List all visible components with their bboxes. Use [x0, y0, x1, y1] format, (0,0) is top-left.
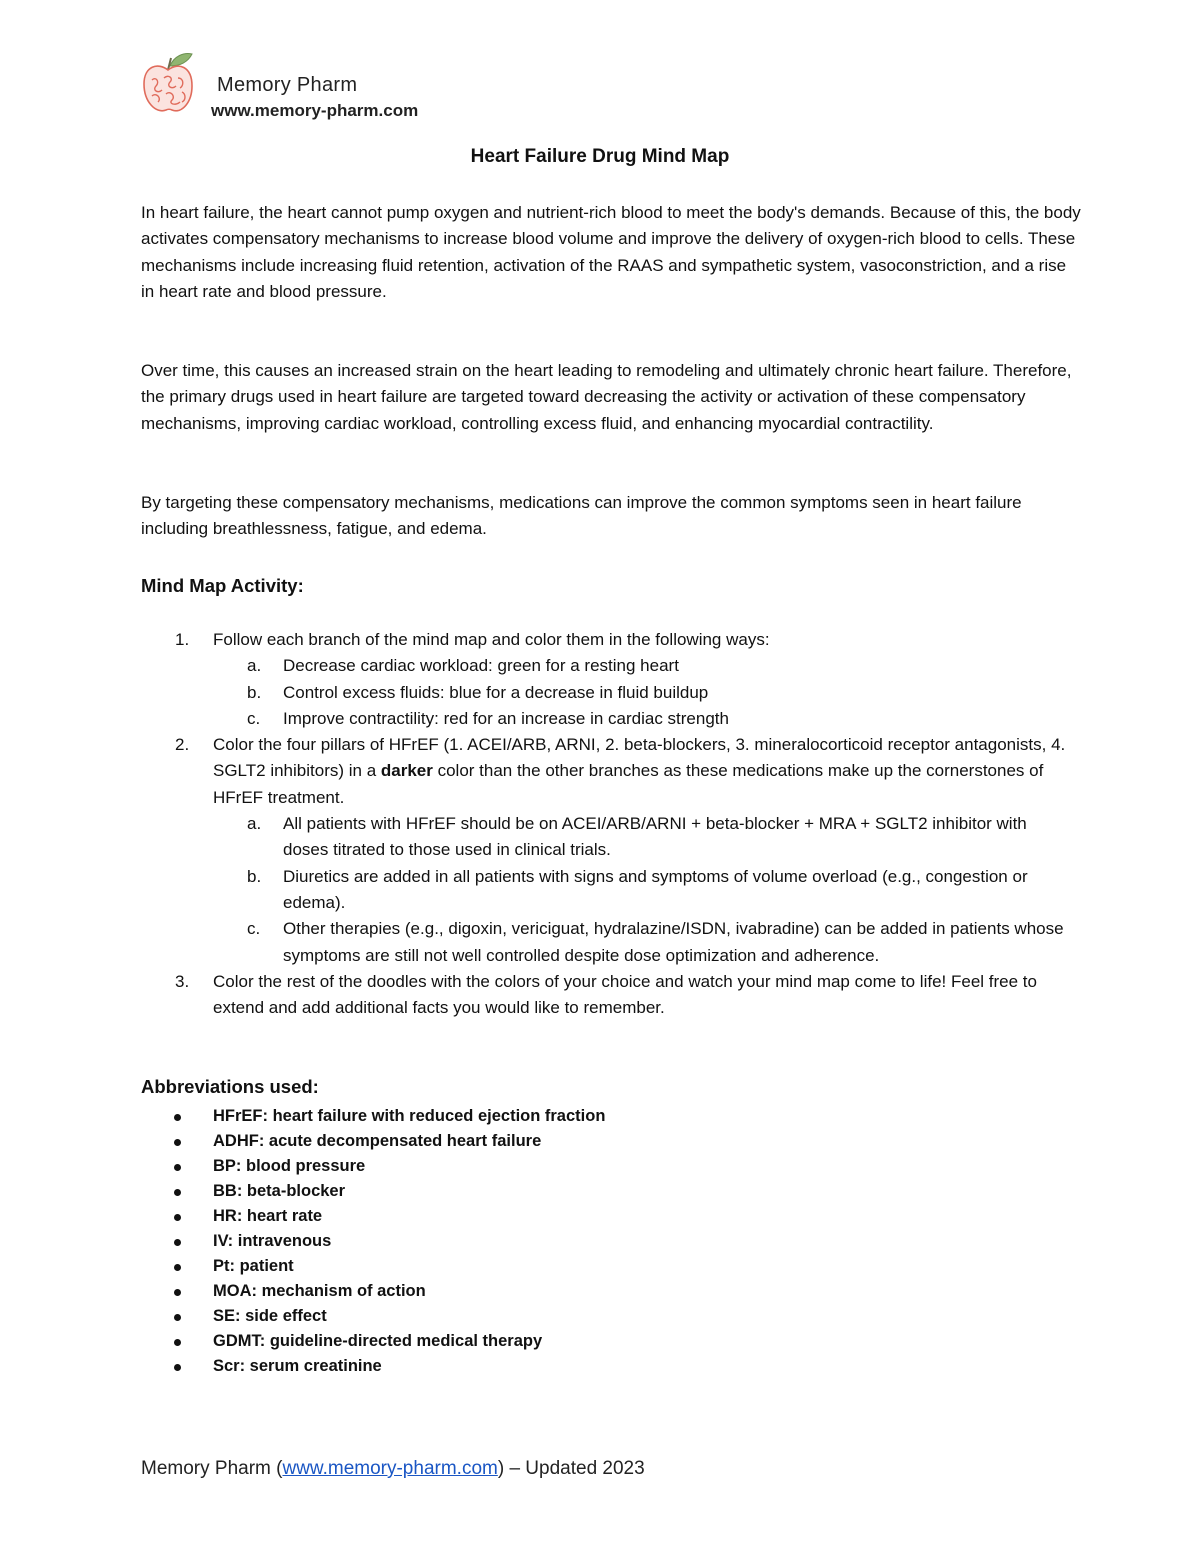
subitem-text: Decrease cardiac workload: green for a resting heart: [283, 656, 679, 676]
subitem-text: Improve contractility: red for an increase in cardiac strength: [283, 708, 729, 728]
intro-paragraph-3: By targeting these compensatory mechanisms, medications can improve the common symptoms seen in heart failure including breathlessness, fatigue, and edema.: [141, 493, 1022, 539]
abbreviation-text: ADHF: acute decompensated heart failure: [213, 1132, 542, 1150]
bullet-icon: [174, 1214, 181, 1221]
activity-subitem: [141, 916, 1071, 969]
activity-subitem: [141, 864, 1071, 917]
list-letter: a.: [247, 656, 262, 676]
list-letter: c.: [247, 919, 261, 939]
activity-item-2: [141, 732, 1071, 811]
abbreviation-text: Scr: serum creatinine: [213, 1357, 382, 1375]
abbreviation-text: HFrEF: heart failure with reduced ejection fraction: [213, 1107, 606, 1125]
activity-sublist: [141, 653, 1071, 732]
emphasis-text: darker: [380, 761, 433, 781]
abbreviation-text: IV: intravenous: [213, 1232, 332, 1250]
activity-item-1: [141, 627, 1071, 653]
brand-url[interactable]: www.memory-pharm.com: [211, 101, 419, 120]
activity-item-text: Color the rest of the doodles with the colors of your choice and watch your mind map come to life! Feel free to extend and add additional facts you would like to remember.: [213, 971, 1037, 1018]
subitem-text: Other therapies (e.g., digoxin, vericiguat, hydralazine/ISDN, ivabradine) can be added in patients whose symptoms are still not well controlled despite dose optimization and adherence.: [283, 919, 1064, 965]
list-item: [141, 1304, 605, 1329]
abbreviations-heading: Abbreviations used:: [141, 1076, 319, 1097]
bullet-icon: [174, 1264, 181, 1271]
bullet-icon: [174, 1164, 181, 1171]
list-item: [141, 1254, 605, 1279]
bullet-icon: [174, 1139, 181, 1146]
activity-item-text: Follow each branch of the mind map and color them in the following ways:: [213, 630, 770, 649]
list-item: [141, 1329, 605, 1354]
subitem-text: Control excess fluids: blue for a decrease in fluid buildup: [283, 682, 709, 702]
footer-suffix: ) – Updated 2023: [497, 1458, 645, 1479]
list-number: 2.: [175, 735, 190, 755]
subitem-text: All patients with HFrEF should be on ACEI/ARB/ARNI + beta-blocker + MRA + SGLT2 inhibitor with doses titrated to those used in clinical trials.: [283, 814, 1027, 860]
abbreviation-text: GDMT: guideline-directed medical therapy: [213, 1332, 543, 1350]
brand-name: Memory Pharm: [217, 74, 358, 96]
list-letter: a.: [247, 814, 262, 834]
activity-subitem: [141, 706, 1071, 732]
footer-link[interactable]: www.memory-pharm.com: [282, 1458, 498, 1479]
list-item: [141, 1354, 605, 1379]
abbreviation-text: BP: blood pressure: [213, 1157, 366, 1175]
activity-item-text: Color the four pillars of HFrEF (1. ACEI/ARB, ARNI, 2. beta-blockers, 3. mineralocorticoid receptor antagonists, 4. SGLT2 inhibitors) in a: [213, 735, 1066, 781]
list-number: 1.: [175, 630, 190, 649]
document-title: Heart Failure Drug Mind Map: [470, 146, 730, 167]
abbreviation-text: BB: beta-blocker: [213, 1182, 346, 1200]
activity-item-text: color than the other branches as these medications make up the cornerstones of HFrEF treatment.: [213, 761, 1044, 807]
list-number: 3.: [175, 971, 190, 991]
bullet-icon: [174, 1289, 181, 1296]
footer-prefix: Memory Pharm (: [141, 1458, 283, 1479]
apple-brain-logo-icon: [140, 48, 196, 118]
abbreviation-text: Pt: patient: [213, 1257, 294, 1275]
list-item: [141, 1179, 605, 1204]
activity-heading: Mind Map Activity:: [141, 575, 304, 596]
list-item: [141, 1279, 605, 1304]
list-letter: c.: [247, 708, 261, 728]
bullet-icon: [174, 1189, 181, 1196]
subitem-text: Diuretics are added in all patients with signs and symptoms of volume overload (e.g., congestion or edema).: [283, 866, 1028, 912]
bullet-icon: [174, 1339, 181, 1346]
activity-subitem: [141, 680, 1071, 706]
page-footer: [141, 1458, 645, 1480]
bullet-icon: [174, 1114, 181, 1121]
abbreviation-text: HR: heart rate: [213, 1207, 323, 1225]
list-item: [141, 1229, 605, 1254]
bullet-icon: [174, 1364, 181, 1371]
activity-list: [141, 627, 1071, 1021]
abbreviation-text: SE: side effect: [213, 1307, 327, 1325]
abbreviation-text: MOA: mechanism of action: [213, 1282, 426, 1300]
list-letter: b.: [247, 682, 262, 702]
activity-subitem: [141, 653, 1071, 679]
activity-sublist: [141, 811, 1071, 969]
list-item: [141, 1104, 605, 1129]
activity-item-3: [141, 969, 1071, 1022]
list-item: [141, 1154, 605, 1179]
activity-subitem: [141, 811, 1071, 864]
intro-paragraph-2: Over time, this causes an increased strain on the heart leading to remodeling and ultimately chronic heart failure. Therefore, the primary drugs used in heart failure are targeted toward decreasing the activity or activation of these compensatory mechanisms, improving cardiac workload, controlling excess fluid, and enhancing myocardial contractility.: [141, 361, 1072, 433]
bullet-icon: [174, 1239, 181, 1246]
intro-paragraph-1: In heart failure, the heart cannot pump oxygen and nutrient-rich blood to meet the body's demands. Because of this, the body activates compensatory mechanisms to increase blood volume and improve the delivery of oxygen-rich blood to cells. These mechanisms include increasing fluid retention, activation of the RAAS and sympathetic system, vasoconstriction, and a rise in heart rate and blood pressure.: [141, 203, 1081, 301]
bullet-icon: [174, 1314, 181, 1321]
list-item: [141, 1129, 605, 1154]
list-letter: b.: [247, 866, 262, 886]
list-item: [141, 1204, 605, 1229]
abbreviations-list: [141, 1104, 605, 1379]
